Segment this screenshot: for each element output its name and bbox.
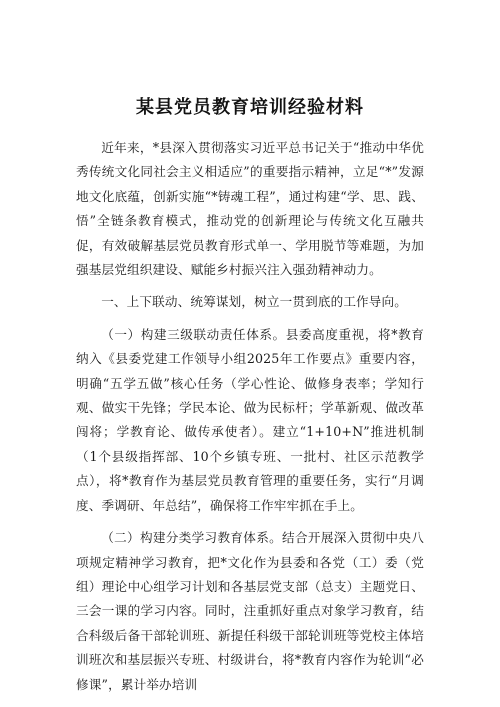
- document-title: 某县党员教育培训经验材料: [136, 97, 364, 118]
- item-paragraph-1: （一）构建三级联动责任体系。县委高度重视，将*教育纳入《县委党建工作领导小组2025年工作要点》重要内容，明确“五学五做”核心任务（学心性论、做修身表率；学知行观、做实干先锋；学民本论、做为民标杆；学革新观、做改革闯将；学教育论、做传承使者）。建立“1+10+N”推进机制（1个县级指挥部、10个乡镇专班、一批村、社区示范教学点），将*教育作为基层党员教育管理的重要任务，实行“月调度、季调研、年总结”，确保将工作牢牢抓在手上。: [76, 326, 424, 513]
- item-paragraph-2: （二）构建分类学习教育体系。结合开展深入贯彻中央八项规定精神学习教育，把*文化作为县委和各党（工）委（党组）理论中心组学习计划和各基层党支部（总支）主题党日、三会一课的学习内容。同时，注重抓好重点对象学习教育，结合科级后备干部轮训班、新提任科级干部轮训班等党校主体培训班次和基层振兴专班、村级讲台，将*教育内容作为轮训“必修课”，累计举办培训: [76, 530, 424, 692]
- intro-paragraph: 近年来，*县深入贯彻落实习近平总书记关于“推动中华优秀传统文化同社会主义相适应”的重要指示精神，立足“*”发源地文化底蕴，创新实施“*铸魂工程”，通过构建“学、思、践、悟”全链条教育模式，推动党的创新理论与传统文化互融共促，有效破解基层党员教育形式单一、学用脱节等难题，为加强基层党组织建设、赋能乡村振兴注入强劲精神动力。: [76, 140, 424, 278]
- section-heading-1: 一、上下联动、统筹谋划，树立一贯到底的工作导向。: [101, 294, 408, 310]
